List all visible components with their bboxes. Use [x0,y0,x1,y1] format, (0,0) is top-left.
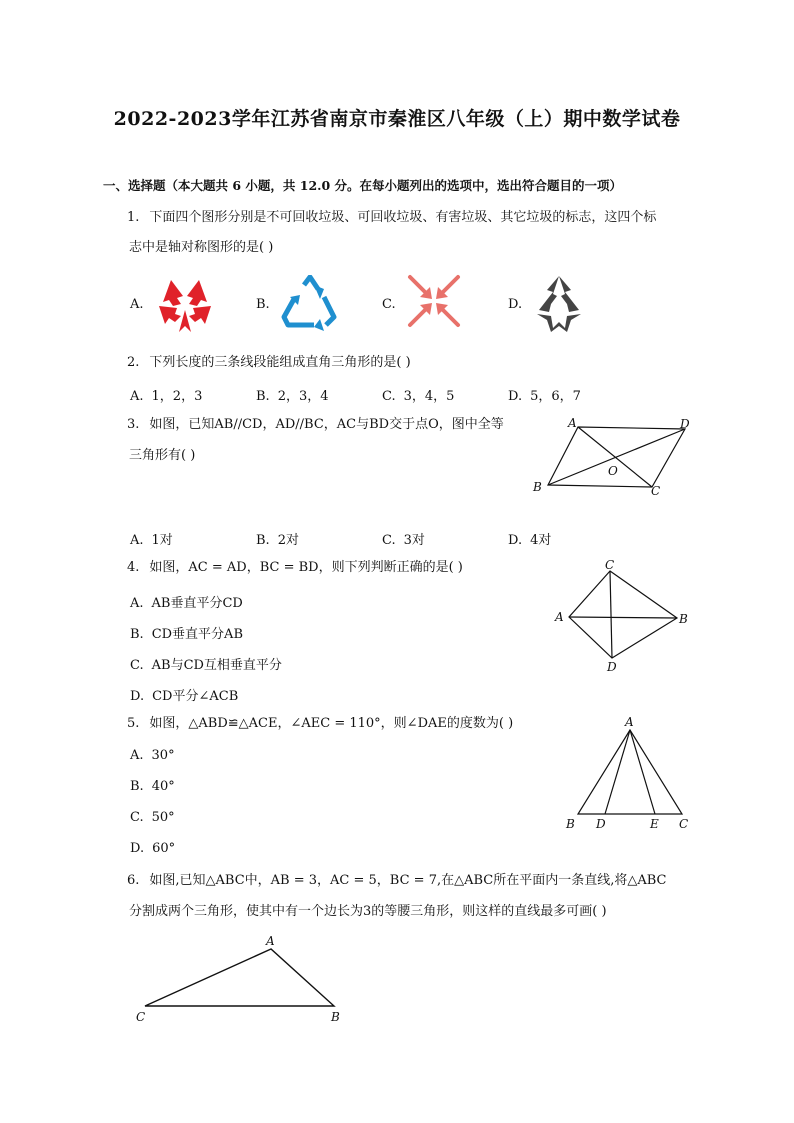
hazard-arrows-icon [406,273,462,329]
option-label: C. [130,810,144,825]
q5-option-d [130,841,175,856]
question-number: 6. [127,873,140,888]
option-label: B. [130,779,144,794]
q4-option-c [130,654,282,673]
option-text: AB垂直平分CD [151,596,243,611]
question-text: 如图，AC = AD，BC = BD，则下列判断正确的是( ) [149,560,463,575]
option-text: 40° [151,779,175,794]
q2-option-a [130,385,202,404]
question-2 [127,348,411,377]
q5-option-a [130,748,175,763]
question-text-line1: 如图，已知AB//CD，AD//BC，AC与BD交于点O，图中全等 [149,417,504,432]
q1-option-d-label: D. [508,297,523,312]
q3-option-a [130,529,173,548]
option-label: D. [130,689,145,704]
question-text-line1: 如图,已知△ABC中，AB = 3，AC = 5，BC = 7,在△ABC所在平面内一条直线,将△ABC [149,873,667,888]
q2-option-d [508,385,581,404]
option-text: 60° [152,841,176,856]
question-number: 4. [127,560,140,575]
question-1 [127,203,656,232]
point-label-c: C [651,484,661,497]
parallelogram-figure [530,415,695,497]
option-label: B. [256,533,270,548]
option-text: AB与CD互相垂直平分 [151,658,282,673]
question-6 [127,866,667,895]
option-text: 3，4，5 [403,389,455,404]
option-text: 4对 [530,533,552,548]
option-label: A. [130,596,144,611]
question-3 [127,410,504,439]
q5-option-c [130,810,175,825]
point-label-b: B [679,612,688,626]
question-3-line2: 三角形有( ) [129,448,196,463]
page-title: 2022-2023学年江苏省南京市秦淮区八年级（上）期中数学试卷 [113,108,681,130]
question-4 [127,553,463,582]
option-label: D. [508,533,523,548]
recycle-icon [280,275,340,331]
question-number: 5. [127,716,140,731]
point-label-a: A [625,715,634,729]
q3-option-d [508,529,551,548]
question-text: 下列长度的三条线段能组成直角三角形的是( ) [149,355,411,370]
option-text: 30° [151,748,175,763]
question-text: 如图，△ABD≌△ACE，∠AEC = 110°，则∠DAE的度数为( ) [149,716,514,731]
question-5 [127,709,513,738]
option-label: A. [130,748,144,763]
point-label-o: O [608,464,618,478]
question-6-line2: 分割成两个三角形，使其中有一个边长为3的等腰三角形，则这样的直线最多可画( ) [129,904,607,919]
q1-option-c-label: C. [382,297,396,312]
red-arrows-icon [155,276,215,336]
q4-option-a [130,592,243,611]
option-text: 5，6，7 [530,389,581,404]
point-label-b: B [566,817,575,831]
option-text: 2，3，4 [277,389,329,404]
point-label-b: B [533,480,542,494]
option-text: 50° [151,810,175,825]
option-label: B. [256,389,270,404]
point-label-d: D [607,660,617,674]
q1-option-b-label: B. [256,297,270,312]
q4-option-b [130,623,243,642]
point-label-e: E [650,817,659,831]
point-label-d: D [680,417,690,431]
point-label-a: A [555,610,564,624]
triangle-abc-figure [125,925,365,1030]
option-label: A. [130,533,144,548]
question-number: 1. [127,210,140,225]
question-number: 2. [127,355,140,370]
q3-option-c [382,529,425,548]
option-label: C. [130,658,144,673]
isosceles-triangle-figure [560,710,700,835]
q4-option-d [130,685,238,704]
q2-option-b [256,385,329,404]
option-text: CD平分∠ACB [152,689,239,704]
question-number: 3. [127,417,140,432]
option-label: C. [382,389,396,404]
question-text-line1: 下面四个图形分别是不可回收垃圾、可回收垃圾、有害垃圾、其它垃圾的标志，这四个标 [149,210,657,225]
q3-option-b [256,529,299,548]
point-label-c: C [136,1010,146,1024]
kite-figure [552,555,697,675]
option-label: C. [382,533,396,548]
point-label-c: C [679,817,689,831]
point-label-b: B [331,1010,340,1024]
q5-option-b [130,779,175,794]
option-label: A. [130,389,144,404]
section-header: 一、选择题（本大题共 6 小题，共 12.0 分。在每小题列出的选项中，选出符合题目的一项） [103,178,623,193]
option-label: D. [130,841,145,856]
point-label-d: D [596,817,606,831]
option-text: 2对 [277,533,299,548]
option-label: B. [130,627,144,642]
option-text: 1，2，3 [151,389,203,404]
q2-option-c [382,385,454,404]
point-label-a: A [568,416,577,430]
point-label-a: A [266,934,275,948]
q1-option-a-label: A. [130,297,144,312]
point-label-c: C [605,558,615,572]
option-label: D. [508,389,523,404]
option-text: 3对 [403,533,425,548]
option-text: 1对 [151,533,173,548]
question-1-line2: 志中是轴对称图形的是( ) [129,240,274,255]
other-waste-icon [531,274,587,332]
option-text: CD垂直平分AB [151,627,243,642]
